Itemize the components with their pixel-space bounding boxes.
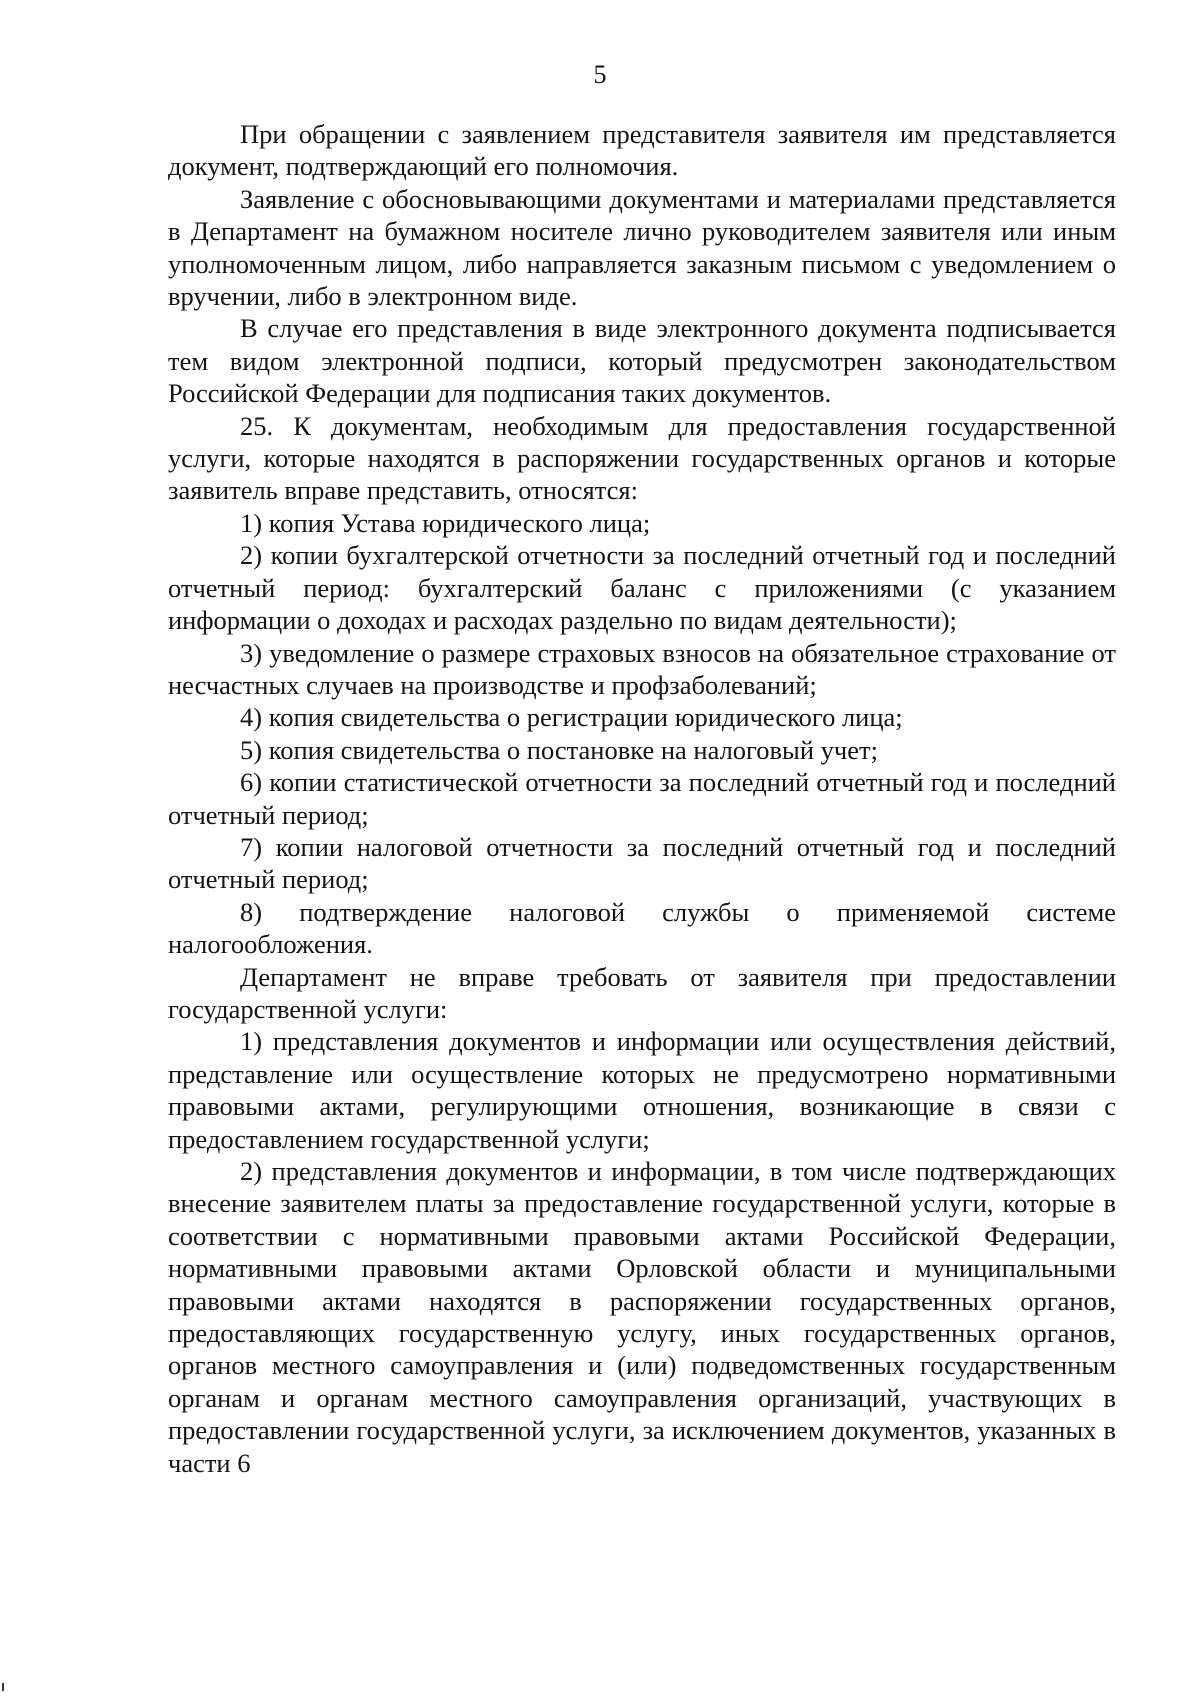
- paragraph-representative-authority: При обращении с заявлением представителя заявителя им представляется документ, подтверждающий его полномочия.: [168, 119, 1116, 182]
- list-item-statistical-reports: 6) копии статистической отчетности за последний отчетный год и последний отчетный период;: [168, 767, 1116, 830]
- paragraph-electronic-signature: В случае его представления в виде электронного документа подписывается тем видом электронной подписи, который предусмотрен законодательством Российской Федерации для подписания таких документов.: [168, 313, 1116, 409]
- list-item-tax-registration: 5) копия свидетельства о постановке на налоговый учет;: [240, 734, 878, 765]
- list-item-registration-certificate: 4) копия свидетельства о регистрации юридического лица;: [240, 702, 903, 733]
- scan-edge-mark: [2, 1683, 4, 1691]
- document-body: [168, 118, 1116, 1479]
- paragraph-application-submission: Заявление с обосновывающими документами и материалами представляется в Департамент на бумажном носителе лично руководителем заявителя или иным уполномоченным лицом, либо направляется заказным письмом с уведомлением о вручении, либо в электронном виде.: [168, 183, 1116, 312]
- list-item-charter-copy: 1) копия Устава юридического лица;: [240, 507, 651, 538]
- paragraph-clause-25: 25. К документам, необходимым для предоставления государственной услуги, которые находятся в распоряжении государственных органов и которые заявитель вправе представить, относятся:: [168, 410, 1116, 506]
- paragraph-department-restrictions: Департамент не вправе требовать от заявителя при предоставлении государственной услуги:: [168, 961, 1116, 1024]
- list-item-tax-reports: 7) копии налоговой отчетности за последний отчетный год и последний отчетный период;: [168, 831, 1116, 895]
- page-number: 5: [593, 60, 607, 89]
- list-item-restriction-2: 2) представления документов и информации, в том числе подтверждающих внесение заявителем платы за предоставление государственной услуги, которые в соответствии с нормативными правовыми актами Российской Федерации, нормативными правовыми актами Орловской области и муниципальными правовыми актами находятся в распоряжении государственных органов, предоставляющих государственную услугу, иных государственных органов, органов местного самоуправления и (или) подведомственных государственным органам и органам местного самоуправления организаций, участвующих в предоставлении государственной услуги, за исключением документов, указанных в части 6: [168, 1156, 1116, 1478]
- list-item-insurance-notice: 3) уведомление о размере страховых взносов на обязательное страхование от несчастных случаев на производстве и профзаболеваний;: [168, 637, 1116, 700]
- list-item-tax-system-confirmation: 8) подтверждение налоговой службы о применяемой системе налогообложения.: [168, 896, 1116, 960]
- list-item-restriction-1: 1) представления документов и информации или осуществления действий, представление или осуществление которых не предусмотрено нормативными правовыми актами, регулирующими отношения, возникающие в связи с предоставлением государственной услуги;: [168, 1026, 1116, 1154]
- list-item-accounting-reports: 2) копии бухгалтерской отчетности за последний отчетный год и последний отчетный период: бухгалтерский баланс с приложениями (с указанием информации о доходах и расходах раздельно по видам деятельности);: [168, 540, 1116, 636]
